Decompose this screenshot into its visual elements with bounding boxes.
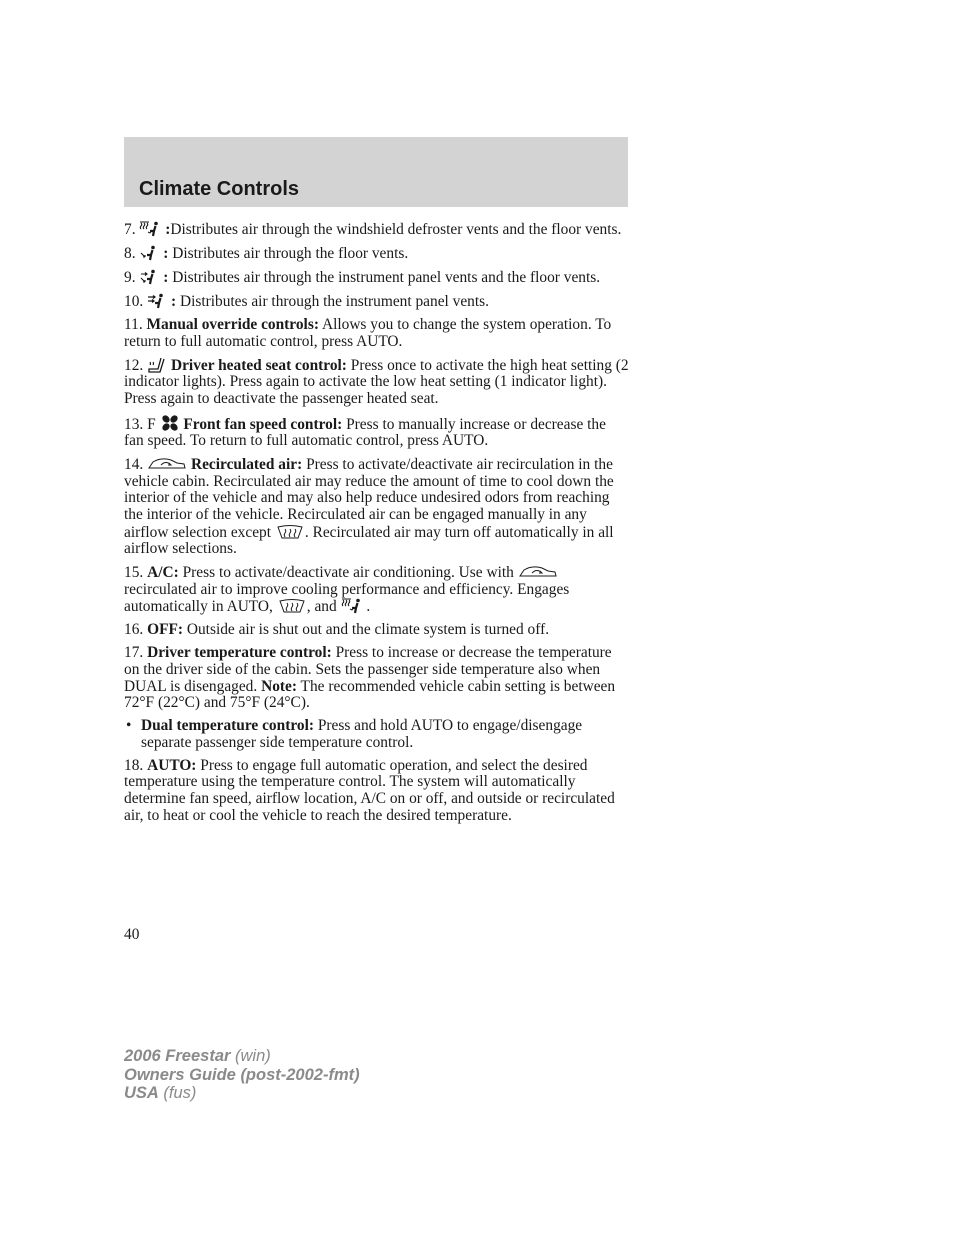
document-footer [124, 1047, 360, 1103]
section-header-band [124, 137, 628, 207]
list-item-16: 16. OFF: Outside air is shut out and the climate system is turned off. [124, 621, 550, 639]
floor-vent-icon [139, 245, 159, 261]
list-item-7: 7. :Distributes air through the windshield defroster vents and the floor vents. [124, 221, 622, 238]
footer-line-1: 2006 Freestar (win) [124, 1047, 271, 1065]
section-title: Climate Controls [139, 178, 300, 200]
recirculation-icon [518, 564, 558, 580]
list-item-14: 14. Recirculated air: Press to activate/deactivate air recirculation in the vehicle cabin. Recirculated air may reduce the amount of time to cool down the interior of the vehicle and may also help reduce undesired odors from reaching the interior of the vehicle. Recirculated air can be engaged manually in any airflow selection except . Recirculated air may turn off automatically in all airflow selections. [124, 456, 614, 558]
footer-line-3: USA (fus) [124, 1084, 197, 1102]
page-content [124, 221, 629, 830]
list-item-9: 9. : Distributes air through the instrument panel vents and the floor vents. [124, 268, 601, 286]
list-item-15: 15. A/C: Press to activate/deactivate air conditioning. Use with recirculated air to improve cooling performance and efficiency. Engages automatically in AUTO, , and . [124, 564, 570, 616]
defrost-floor-icon [341, 598, 363, 614]
page-number: 40 [124, 926, 140, 943]
list-item-8: 8. : Distributes air through the floor vents. [124, 244, 409, 262]
list-item-12: 12. Driver heated seat control: Press once to activate the high heat setting (2 indicator lights). Press again to activate the low heat setting (1 indicator light). Press again to deactivate the passenger heated seat. [124, 356, 629, 407]
list-item-18: 18. AUTO: Press to engage full automatic operation, and select the desired temperature using the temperature control. The system will automatically determine fan speed, airflow location, A/C on or off, and outside or recirculated air, to heat or cool the vehicle to reach the desired temperature. [124, 756, 615, 824]
panel-floor-icon [139, 269, 159, 285]
list-item-10: 10. : Distributes air through the instrument panel vents. [124, 292, 489, 310]
defrost-icon [275, 524, 305, 540]
list-item-13: 13. F Front fan speed control: Press to manually increase or decrease the fan speed. To return to full automatic control, press AUTO. [124, 414, 629, 450]
defrost-floor-icon [139, 221, 161, 237]
recirculation-icon [147, 456, 187, 472]
footer-line-2: Owners Guide (post-2002-fmt) [124, 1065, 360, 1084]
heated-seat-icon [147, 357, 167, 373]
bullet-dot: • [126, 717, 132, 735]
defrost-icon [277, 598, 307, 614]
list-item-17: 17. Driver temperature control: Press to increase or decrease the temperature on the driver side of the cabin. Sets the passenger side temperature also when DUAL is disengaged. Note: The recommended vehicle cabin setting is between 72°F (22°C) and 75°F (24°C). [124, 644, 616, 712]
fan-icon [160, 414, 180, 432]
list-item-11: 11. Manual override controls: Allows you to change the system operation. To return to full automatic control, press AUTO. [124, 315, 612, 350]
panel-vent-icon [147, 293, 167, 309]
bullet-item-dual-temperature: • Dual temperature control: Press and hold AUTO to engage/disengage separate passenger side temperature control. [126, 717, 583, 751]
